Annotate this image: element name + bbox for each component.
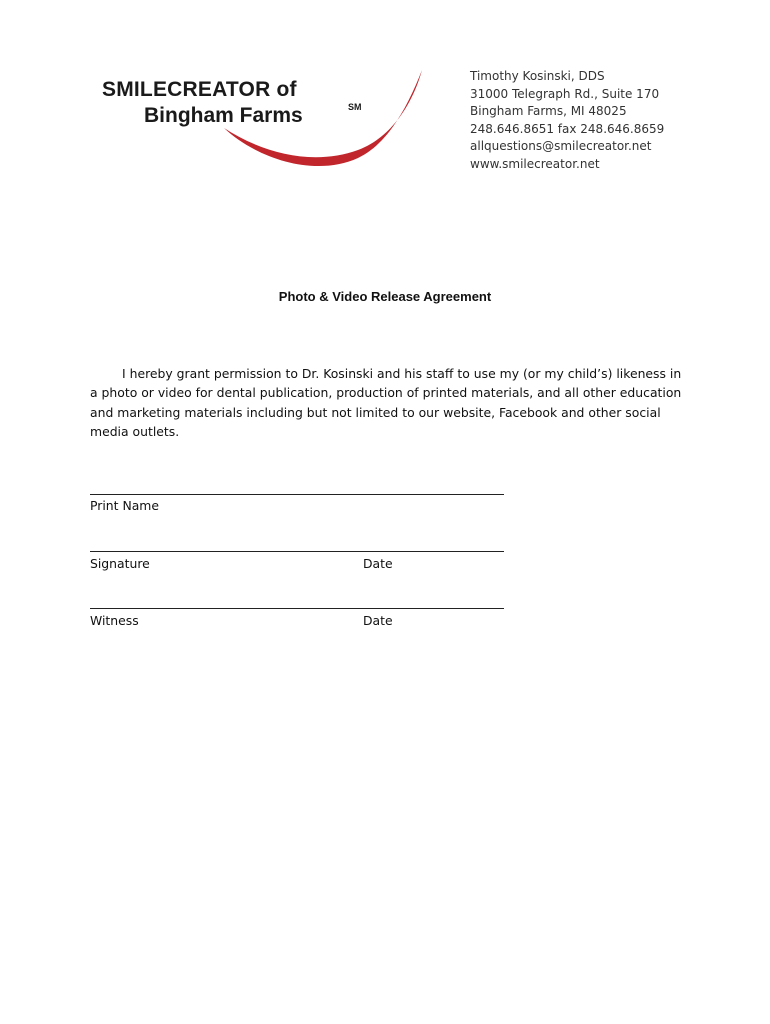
print-name-label: Print Name xyxy=(90,498,159,513)
witness-date-label: Date xyxy=(363,613,393,628)
smilecreator-logo xyxy=(96,66,436,176)
witness-label: Witness xyxy=(90,613,139,628)
signature-date-label: Date xyxy=(363,556,393,571)
signature-line[interactable] xyxy=(90,551,504,552)
phone-fax: 248.646.8651 fax 248.646.8659 xyxy=(470,121,665,136)
logo-line-1: SMILECREATOR of xyxy=(102,78,297,101)
signature-label: Signature xyxy=(90,556,150,571)
witness-line[interactable] xyxy=(90,608,504,609)
email-address: allquestions@smilecreator.net xyxy=(470,139,652,153)
service-mark: SM xyxy=(348,102,362,112)
document-title: Photo & Video Release Agreement xyxy=(278,289,492,304)
release-paragraph-text: I hereby grant permission to Dr. Kosinski and his staff to use my (or my child’s) likeness in a photo or video for dental publication, production of printed materials, and all other education and marketing materials including but not limited to our website, Facebook and other social media outlets. xyxy=(90,366,682,439)
address-line-2: Bingham Farms, MI 48025 xyxy=(470,104,627,118)
practice-contact-block xyxy=(470,68,664,173)
doctor-name: Timothy Kosinski, DDS xyxy=(470,69,605,83)
print-name-line[interactable] xyxy=(90,494,504,495)
logo-line-2: Bingham Farms xyxy=(144,104,303,127)
website: www.smilecreator.net xyxy=(470,156,600,171)
release-paragraph xyxy=(90,364,682,441)
address-line-1: 31000 Telegraph Rd., Suite 170 xyxy=(470,86,660,101)
